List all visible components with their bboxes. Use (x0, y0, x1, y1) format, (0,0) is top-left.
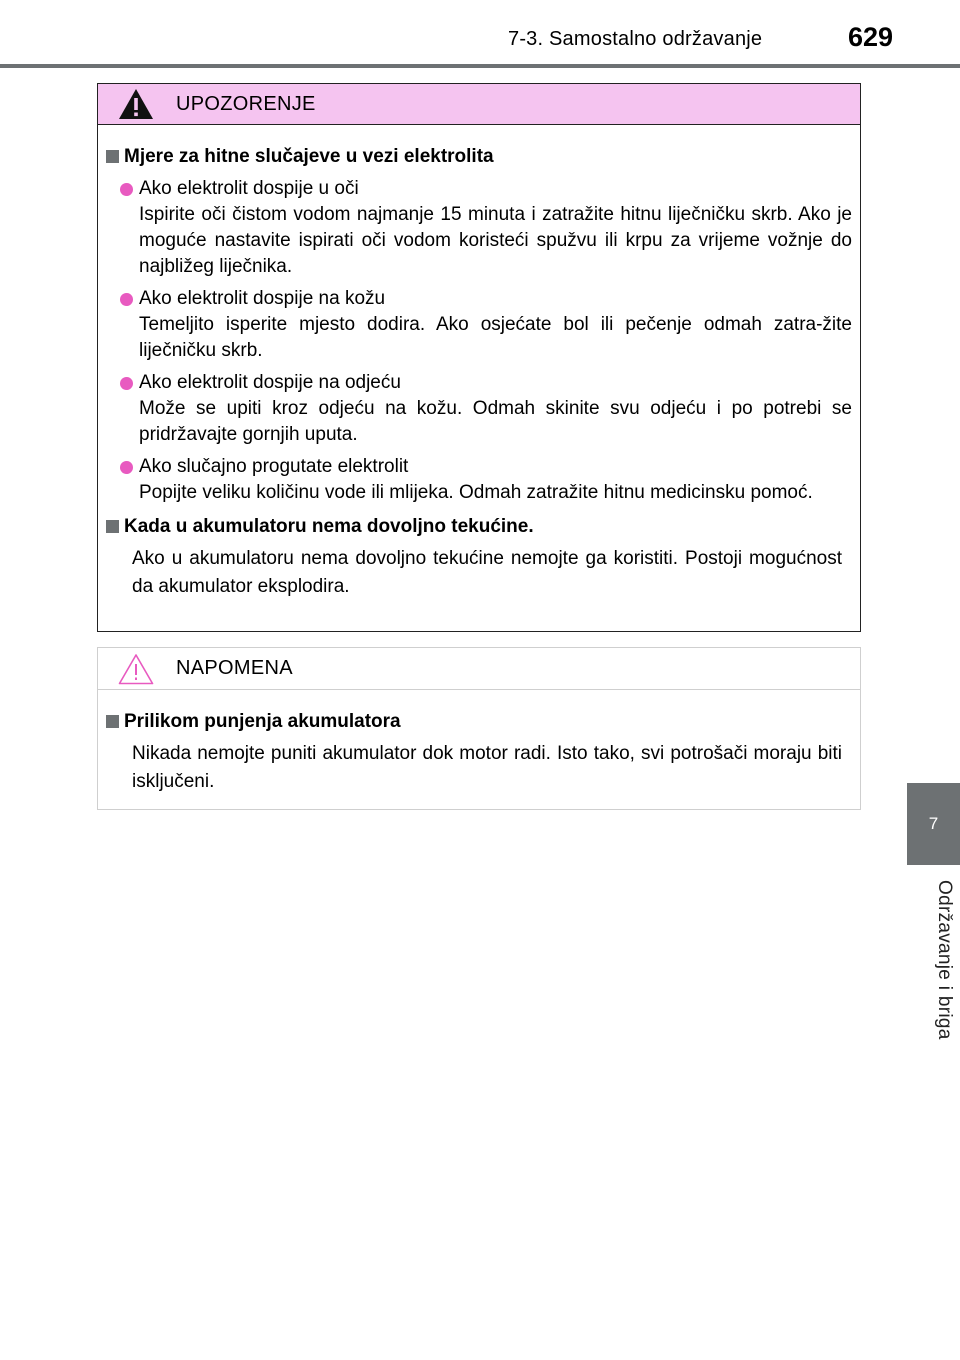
caution-triangle-icon (118, 653, 154, 685)
list-item (120, 454, 852, 506)
warning-triangle-icon (118, 88, 154, 120)
round-bullet-icon (120, 377, 133, 390)
section-title: Mjere za hitne slučajeve u vezi elektrolita (124, 146, 494, 167)
bullet-text: Temeljito isperite mjesto dodira. Ako osjećate bol ili pečenje odmah zatra-žite liječničku skrb. (139, 314, 852, 361)
section-heading (106, 707, 852, 736)
bullet-text: Popijte veliku količinu vode ili mlijeka. Odmah zatražite hitnu medicinsku pomoć. (139, 482, 813, 503)
bullet-title: Ako elektrolit dospije na kožu (139, 288, 386, 309)
round-bullet-icon (120, 183, 133, 196)
square-bullet-icon (106, 715, 119, 728)
bullet-title: Ako elektrolit dospije na odjeću (139, 372, 401, 393)
header-divider (0, 64, 960, 68)
section-heading (106, 142, 852, 171)
round-bullet-icon (120, 293, 133, 306)
chapter-number: 7 (928, 814, 939, 833)
round-bullet-icon (120, 461, 133, 474)
section-title: Prilikom punjenja akumulatora (124, 711, 401, 732)
chapter-label: Održavanje i briga (934, 880, 955, 1040)
note-box-header (98, 648, 860, 690)
bullet-text: Ispirite oči čistom vodom najmanje 15 minuta i zatražite hitnu liječničku skrb. Ako je moguće nastavite ispirati oči vodom koristeći spužvu ili krpu za vrijeme vožnje do najbližeg liječnika. (139, 204, 852, 277)
bullet-title: Ako elektrolit dospije u oči (139, 178, 359, 199)
section-text: Ako u akumulatoru nema dovoljno tekućine nemojte ga koristiti. Postoji mogućnost da akumulator eksplodira. (132, 548, 842, 597)
bullet-text: Može se upiti kroz odjeću na kožu. Odmah skinite svu odjeću i po potrebi se pridržavajte gornjih uputa. (139, 398, 852, 445)
warning-box (97, 83, 861, 632)
header-title: 7-3. Samostalno održavanje (508, 28, 763, 50)
list-item (120, 370, 852, 448)
section-text: Nikada nemojte puniti akumulator dok motor radi. Isto tako, svi potrošači moraju biti isključeni. (132, 743, 842, 792)
warning-heading: UPOZORENJE (176, 92, 316, 115)
bullet-title: Ako slučajno progutate elektrolit (139, 456, 409, 477)
note-heading: NAPOMENA (176, 657, 293, 679)
section-heading (106, 512, 852, 541)
square-bullet-icon (106, 520, 119, 533)
note-box (97, 647, 861, 810)
list-item (120, 176, 852, 280)
chapter-tab (907, 783, 960, 865)
page-number: 629 (848, 22, 894, 52)
warning-box-header (98, 84, 860, 125)
list-item (120, 286, 852, 364)
section-title: Kada u akumulatoru nema dovoljno tekućine. (124, 516, 534, 537)
warning-box-body (98, 125, 860, 601)
note-box-body (98, 690, 860, 796)
square-bullet-icon (106, 150, 119, 163)
